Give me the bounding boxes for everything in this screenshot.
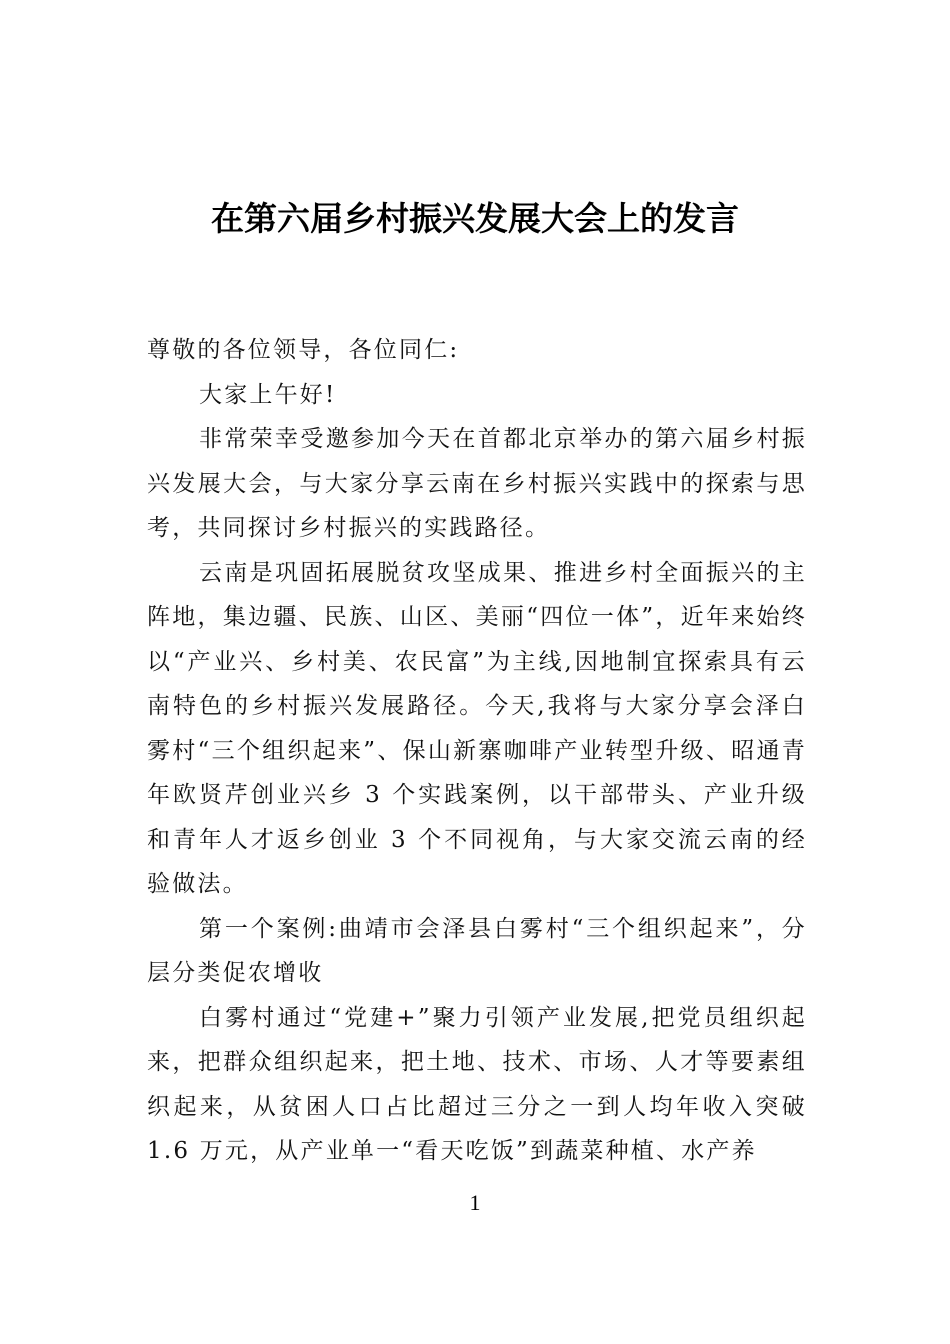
paragraph-case-heading: 第一个案例:曲靖市会泽县白雾村“三个组织起来”，分层分类促农增收 <box>147 915 807 986</box>
paragraph-intro: 非常荣幸受邀参加今天在首都北京举办的第六届乡村振兴发展大会，与大家分享云南在乡村振兴实践中的探索与思考，共同探讨乡村振兴的实践路径。 <box>147 426 807 541</box>
document-body <box>147 328 807 1174</box>
salutation: 尊敬的各位领导，各位同仁: <box>147 337 460 363</box>
greeting: 大家上午好! <box>199 381 337 408</box>
page-number: 1 <box>469 1190 481 1215</box>
paragraph-case-body: 白雾村通过“党建+”聚力引领产业发展,把党员组织起来，把群众组织起来，把土地、技术、市场、人才等要素组织起来，从贫困人口占比超过三分之一到人均年收入突破 1.6 万元，从产业单一“看天吃饭”到蔬菜种植、水产养 <box>147 1004 807 1164</box>
paragraph-overview: 云南是巩固拓展脱贫攻坚成果、推进乡村全面振兴的主阵地，集边疆、民族、山区、美丽“四位一体”，近年来始终以“产业兴、乡村美、农民富”为主线,因地制宜探索具有云南特色的乡村振兴发展路径。今天,我将与大家分享会泽白雾村“三个组织起来”、保山新寨咖啡产业转型升级、昭通青年欧贤芹创业兴乡 3 个实践案例，以干部带头、产业升级和青年人才返乡创业 3 个不同视角，与大家交流云南的经验做法。 <box>147 559 807 897</box>
document-title: 在第六届乡村振兴发展大会上的发言 <box>211 199 739 238</box>
